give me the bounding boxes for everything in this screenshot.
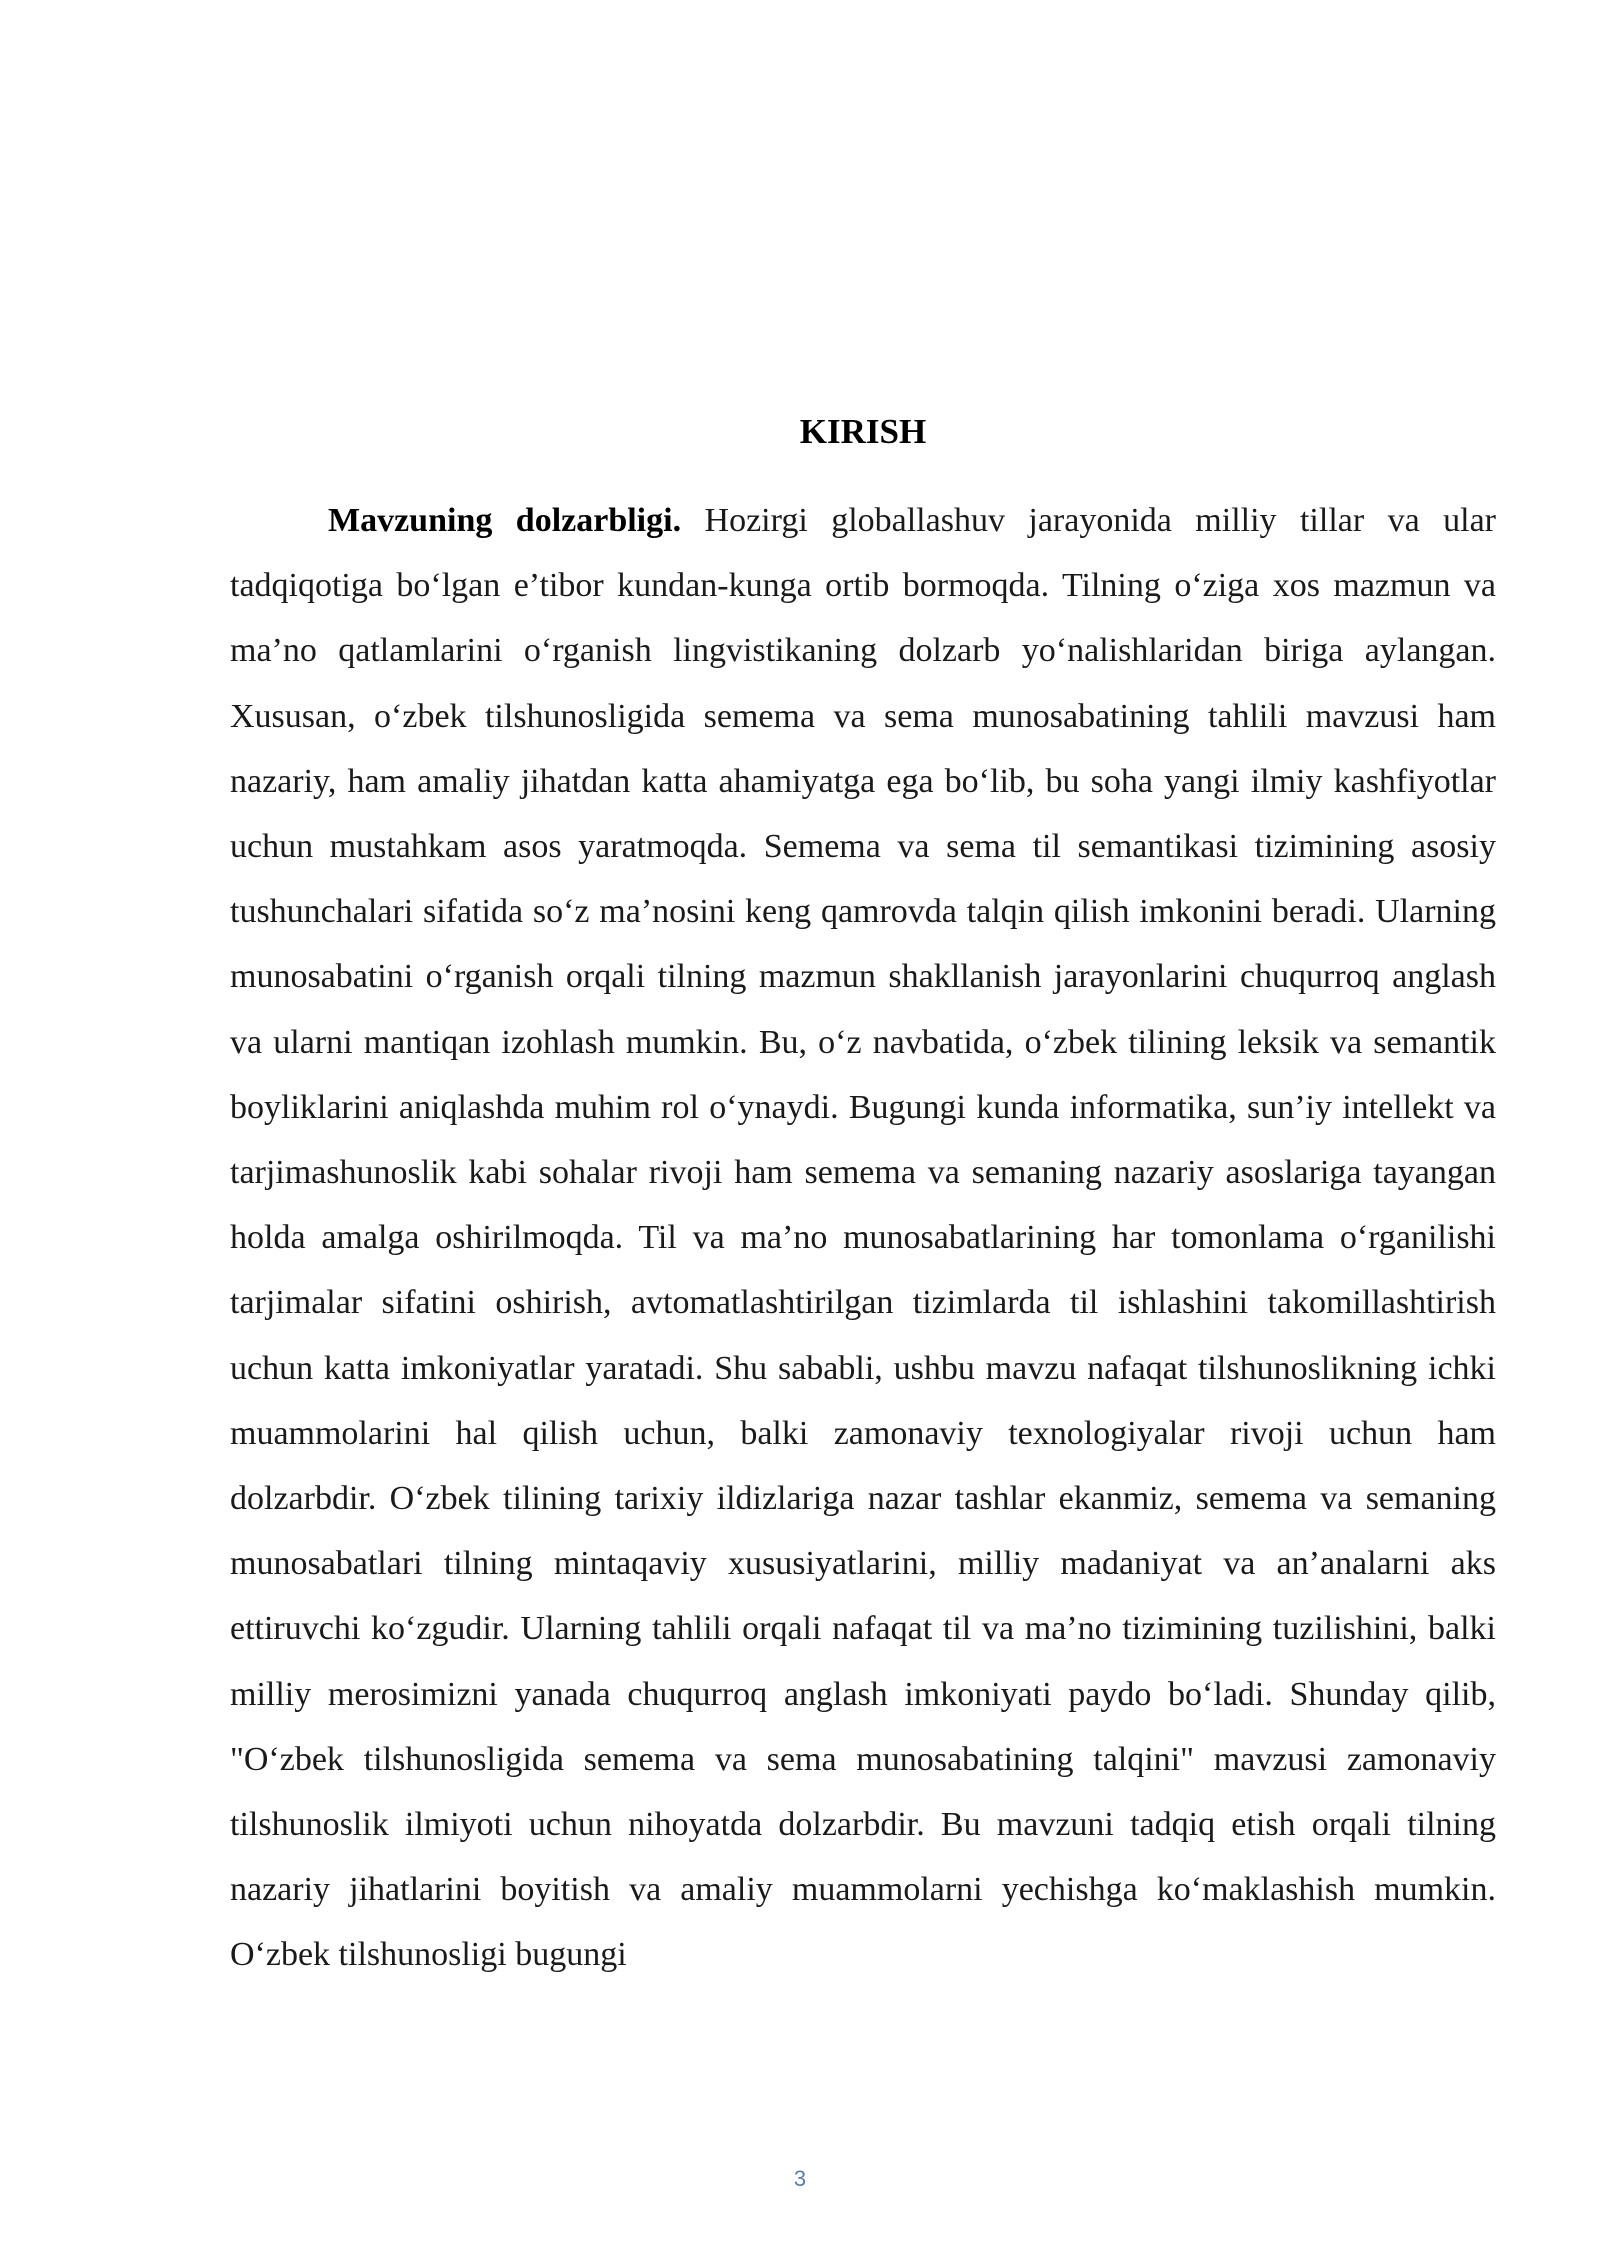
body-paragraph [230, 488, 1496, 1988]
paragraph-text: Hozirgi globallashuv jarayonida milliy tillar va ular tadqiqotiga bo‘lgan e’tibor kundan-kunga ortib bormoqda. Tilning o‘ziga xos mazmun va ma’no qatlamlarini o‘rganish lingvistikaning dolzarb yo‘nalishlaridan biriga aylangan. Xususan, o‘zbek tilshunosligida semema va sema munosabatining tahlili mavzusi ham nazariy, ham amaliy jihatdan katta ahamiyatga ega bo‘lib, bu soha yangi ilmiy kashfiyotlar uchun mustahkam asos yaratmoqda. Semema va sema til semantikasi tizimining asosiy tushunchalari sifatida so‘z ma’nosini keng qamrovda talqin qilish imkonini beradi. Ularning munosabatini o‘rganish orqali tilning mazmun shakllanish jarayonlarini chuqurroq anglash va ularni mantiqan izohlash mumkin. Bu, o‘z navbatida, o‘zbek tilining leksik va semantik boyliklarini aniqlashda muhim rol o‘ynaydi. Bugungi kunda informatika, sun’iy intellekt va tarjimashunoslik kabi sohalar rivoji ham semema va semaning nazariy asoslariga tayangan holda amalga oshirilmoqda. Til va ma’no munosabatlarining har tomonlama o‘rganilishi tarjimalar sifatini oshirish, avtomatlashtirilgan tizimlarda til ishlashini takomillashtirish uchun katta imkoniyatlar yaratadi. Shu sababli, ushbu mavzu nafaqat tilshunoslikning ichki muammolarini hal qilish uchun, balki zamonaviy texnologiyalar rivoji uchun ham dolzarbdir. O‘zbek tilining tarixiy ildizlariga nazar tashlar ekanmiz, semema va semaning munosabatlari tilning mintaqaviy xususiyatlarini, milliy madaniyat va an’analarni aks ettiruvchi ko‘zgudir. Ularning tahlili orqali nafaqat til va ma’no tizimining tuzilishini, balki milliy merosimizni yanada chuqurroq anglash imkoniyati paydo bo‘ladi. Shunday qilib, "O‘zbek tilshunosligida semema va sema munosabatining talqini" mavzusi zamonaviy tilshunoslik ilmiyoti uchun nihoyatda dolzarbdir. Bu mavzuni tadqiq etish orqali tilning nazariy jihatlarini boyitish va amaliy muammolarni yechishga ko‘maklashish mumkin. O‘zbek tilshunosligi bugungi [230, 502, 1496, 1974]
section-heading: KIRISH [799, 412, 927, 451]
page-number: 3 [793, 2166, 807, 2191]
paragraph-lead: Mavzuning dolzarbligi. [328, 502, 682, 539]
